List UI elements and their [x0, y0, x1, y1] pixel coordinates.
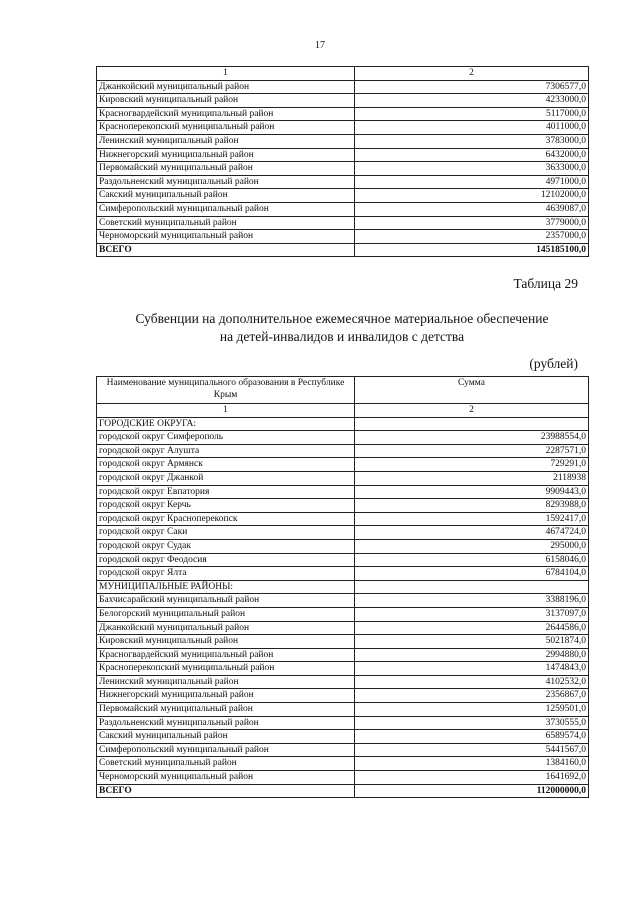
table-row: [97, 512, 589, 526]
amount-value: 4233000,0: [355, 94, 589, 108]
table-row: [97, 107, 589, 121]
municipality-name: городской округ Красноперекопск: [97, 512, 355, 526]
table-row: [97, 539, 589, 553]
municipality-name: Сакский муниципальный район: [97, 189, 355, 203]
amount-value: 2357000,0: [355, 230, 589, 244]
table-title-line-1: Субвенции на дополнительное ежемесячное материальное обеспечение: [135, 311, 549, 326]
amount-value: 3137097,0: [355, 607, 589, 621]
municipality-name: Советский муниципальный район: [97, 216, 355, 230]
table-row: [97, 594, 589, 608]
amount-value: 5117000,0: [355, 107, 589, 121]
municipality-name: городской округ Армянск: [97, 458, 355, 472]
municipality-name: Джанкойский муниципальный район: [97, 80, 355, 94]
amount-value: 6158046,0: [355, 553, 589, 567]
table-row: [97, 80, 589, 94]
section-districts-label: МУНИЦИПАЛЬНЫЕ РАЙОНЫ:: [97, 580, 355, 594]
table-row: [97, 444, 589, 458]
municipality-name: Советский муниципальный район: [97, 757, 355, 771]
table-row: [97, 648, 589, 662]
amount-value: 4639087,0: [355, 202, 589, 216]
table-row: [97, 94, 589, 108]
table-row: [97, 202, 589, 216]
total-row: [97, 784, 589, 798]
table-row: [97, 675, 589, 689]
header-sum: Сумма: [355, 377, 589, 404]
amount-value: 1641692,0: [355, 771, 589, 785]
amount-value: 6589574,0: [355, 730, 589, 744]
municipality-name: городской округ Судак: [97, 539, 355, 553]
amount-value: 2994880,0: [355, 648, 589, 662]
table-title: [96, 310, 588, 346]
municipality-name: городской округ Керчь: [97, 499, 355, 513]
table-row: [97, 148, 589, 162]
column-number-1: 1: [97, 404, 355, 418]
total-row: [97, 243, 589, 257]
table-row: [97, 230, 589, 244]
table-row: [97, 431, 589, 445]
table-row: [97, 134, 589, 148]
amount-value: 7306577,0: [355, 80, 589, 94]
municipality-name: Красногвардейский муниципальный район: [97, 648, 355, 662]
amount-value: 6784104,0: [355, 567, 589, 581]
municipality-name: городской округ Джанкой: [97, 471, 355, 485]
table-row: [97, 499, 589, 513]
municipality-name: Белогорский муниципальный район: [97, 607, 355, 621]
amount-value: 3730555,0: [355, 716, 589, 730]
district-subsidy-table-continued: [96, 66, 589, 257]
section-row: [97, 580, 589, 594]
amount-value: 2356867,0: [355, 689, 589, 703]
table-row: [97, 607, 589, 621]
amount-value: 4971000,0: [355, 175, 589, 189]
amount-value: 3783000,0: [355, 134, 589, 148]
amount-value: 6432000,0: [355, 148, 589, 162]
amount-value: 3633000,0: [355, 162, 589, 176]
table-row: [97, 175, 589, 189]
total-value: 145185100,0: [355, 243, 589, 257]
amount-value: 9909443,0: [355, 485, 589, 499]
municipality-name: городской округ Ялта: [97, 567, 355, 581]
table-row: [97, 716, 589, 730]
municipality-name: Симферопольский муниципальный район: [97, 743, 355, 757]
amount-value: 729291,0: [355, 458, 589, 472]
table-row: [97, 635, 589, 649]
table-row: [97, 526, 589, 540]
table-row: [97, 703, 589, 717]
column-number-2: 2: [355, 404, 589, 418]
table-row: [97, 216, 589, 230]
table-row: [97, 621, 589, 635]
amount-value: 8293988,0: [355, 499, 589, 513]
municipality-name: Кировский муниципальный район: [97, 635, 355, 649]
municipality-name: Нижнегорский муниципальный район: [97, 689, 355, 703]
municipality-name: Кировский муниципальный район: [97, 94, 355, 108]
header-row: [97, 377, 589, 404]
table-row: [97, 743, 589, 757]
total-label: ВСЕГО: [97, 784, 355, 798]
municipality-name: Раздольненский муниципальный район: [97, 175, 355, 189]
table-row: [97, 162, 589, 176]
amount-value: 2118938: [355, 471, 589, 485]
table-row: [97, 662, 589, 676]
table-number-label: Таблица 29: [513, 276, 578, 291]
section-empty-cell: [355, 580, 589, 594]
table-row: [97, 458, 589, 472]
amount-value: 23988554,0: [355, 431, 589, 445]
amount-value: 5021874,0: [355, 635, 589, 649]
municipality-name: Ленинский муниципальный район: [97, 675, 355, 689]
amount-value: 1592417,0: [355, 512, 589, 526]
municipality-name: городской округ Алушта: [97, 444, 355, 458]
amount-value: 1259501,0: [355, 703, 589, 717]
section-empty-cell: [355, 417, 589, 431]
municipality-name: Раздольненский муниципальный район: [97, 716, 355, 730]
total-label: ВСЕГО: [97, 243, 355, 257]
amount-value: 4011000,0: [355, 121, 589, 135]
municipality-name: городской округ Саки: [97, 526, 355, 540]
municipality-name: Симферопольский муниципальный район: [97, 202, 355, 216]
column-number-row: [97, 67, 589, 81]
municipality-name: Черноморский муниципальный район: [97, 771, 355, 785]
amount-value: 3388196,0: [355, 594, 589, 608]
amount-value: 12102000,0: [355, 189, 589, 203]
column-number-row: [97, 404, 589, 418]
amount-value: 4102532,0: [355, 675, 589, 689]
municipality-name: Сакский муниципальный район: [97, 730, 355, 744]
amount-value: 5441567,0: [355, 743, 589, 757]
municipality-name: городской округ Феодосия: [97, 553, 355, 567]
table-title-line-2: на детей-инвалидов и инвалидов с детства: [219, 329, 465, 344]
table-row: [97, 567, 589, 581]
table-row: [97, 771, 589, 785]
amount-value: 1384160,0: [355, 757, 589, 771]
column-number-1: 1: [97, 67, 355, 81]
header-name: Наименование муниципального образования в Республике Крым: [97, 377, 355, 404]
municipality-name: Черноморский муниципальный район: [97, 230, 355, 244]
municipality-name: Красноперекопский муниципальный район: [97, 662, 355, 676]
amount-value: 3779000,0: [355, 216, 589, 230]
municipality-name: Первомайский муниципальный район: [97, 162, 355, 176]
municipality-name: Джанкойский муниципальный район: [97, 621, 355, 635]
section-urban-label: ГОРОДСКИЕ ОКРУГА:: [97, 417, 355, 431]
municipality-name: Ленинский муниципальный район: [97, 134, 355, 148]
amount-value: 4674724,0: [355, 526, 589, 540]
table-row: [97, 730, 589, 744]
table-row: [97, 553, 589, 567]
municipality-name: Красногвардейский муниципальный район: [97, 107, 355, 121]
table-row: [97, 121, 589, 135]
units-label: (рублей): [529, 356, 578, 371]
amount-value: 2287571,0: [355, 444, 589, 458]
column-number-2: 2: [355, 67, 589, 81]
total-value: 112000000,0: [355, 784, 589, 798]
amount-value: 295000,0: [355, 539, 589, 553]
table-row: [97, 757, 589, 771]
amount-value: 2644586,0: [355, 621, 589, 635]
table-row: [97, 689, 589, 703]
municipality-name: Красноперекопский муниципальный район: [97, 121, 355, 135]
table-row: [97, 485, 589, 499]
municipality-name: городской округ Симферополь: [97, 431, 355, 445]
page-number: 17: [315, 40, 325, 51]
amount-value: 1474843,0: [355, 662, 589, 676]
municipality-name: Нижнегорский муниципальный район: [97, 148, 355, 162]
municipality-name: Первомайский муниципальный район: [97, 703, 355, 717]
disability-subsidy-table: [96, 376, 589, 798]
municipality-name: городской округ Евпатория: [97, 485, 355, 499]
table-row: [97, 189, 589, 203]
table-row: [97, 471, 589, 485]
municipality-name: Бахчисарайский муниципальный район: [97, 594, 355, 608]
section-row: [97, 417, 589, 431]
